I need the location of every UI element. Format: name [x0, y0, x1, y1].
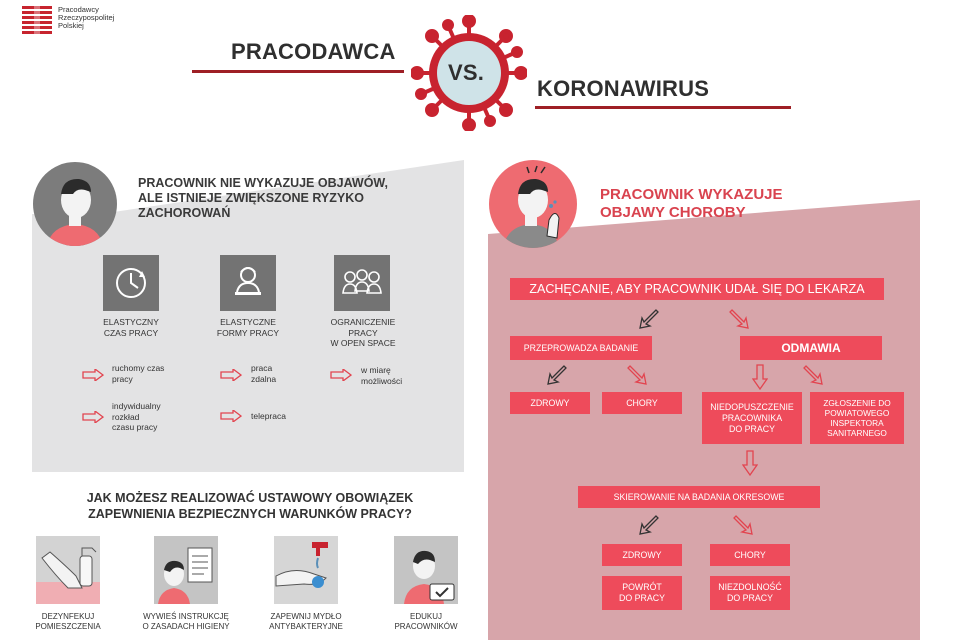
disinfect-icon [36, 536, 100, 604]
box-incapacity [710, 576, 790, 610]
box-report-inspector [810, 392, 904, 444]
arrow-down-icon [752, 364, 768, 390]
caption-hygiene-1: WYWIEŚ INSTRUKCJĘ [143, 612, 229, 621]
caption-educate-1: EDUKUJ [409, 612, 442, 621]
right-heading-line-1: PRACOWNIK WYKAZUJE [600, 186, 783, 203]
right-heading-line-2: OBJAWY CHOROBY [600, 204, 746, 221]
vs-label: VS. [448, 60, 485, 85]
caption-hygiene-2: O ZASADACH HIGIENY [142, 622, 230, 631]
box-return-line-1: POWRÓT [622, 582, 662, 592]
logo-line-1: Pracodawcy [58, 5, 99, 14]
logo-line-2: Rzeczypospolitej [58, 13, 115, 22]
caption-disinfect-1: DEZYNFEKUJ [41, 612, 95, 621]
box-sick-2: CHORY [710, 544, 790, 566]
bullet-telework: telepraca [251, 411, 286, 421]
tile-open-space-label-1: OGRANICZENIE [330, 317, 396, 327]
caption-disinfect-2: POMIESZCZENIA [35, 622, 101, 631]
box-incapacity-line-2: DO PRACY [727, 593, 773, 603]
tile-flexible-forms-label-1: ELASTYCZNE [220, 317, 276, 327]
bullet-possible-2: możliwości [361, 375, 403, 386]
arrow-down-right-icon [800, 364, 826, 386]
avatar-healthy-worker [33, 162, 117, 246]
logo-mark-icon [22, 6, 52, 34]
bullet-remote-2: zdalna [251, 373, 277, 384]
box-report-line-3: INSPEKTORA [830, 418, 884, 428]
left-heading-line-2: ALE ISTNIEJE ZWIĘKSZONE RYZYKO [138, 191, 364, 205]
caption-educate-2: PRACOWNIKÓW [394, 622, 458, 631]
left-heading-line-1: PRACOWNIK NIE WYKAZUJE OBJAWÓW, [138, 176, 389, 190]
tile-flexible-time [103, 255, 159, 311]
tile-flexible-forms-label-2: FORMY PRACY [216, 327, 280, 338]
educate-icon [394, 536, 458, 604]
clock-icon [111, 263, 151, 303]
arrow-down-right-icon [730, 514, 756, 536]
box-healthy-1: ZDROWY [510, 392, 590, 414]
box-not-admit-line-1: NIEDOPUSZCZENIE [710, 401, 794, 412]
arrow-down-left-icon [544, 364, 570, 386]
tile-open-space-label-3: W OPEN SPACE [330, 338, 396, 348]
tile-open-space-label-2: PRACY [348, 327, 378, 338]
arrow-down-right-icon [624, 364, 650, 386]
healthy-worker-icon [33, 162, 117, 246]
arrow-right-icon [82, 369, 104, 381]
box-exam: PRZEPROWADZA BADANIE [510, 336, 652, 360]
laptop-worker-icon [227, 262, 269, 304]
box-report-line-4: SANITARNEGO [827, 428, 887, 438]
box-report-line-2: POWIATOWEGO [824, 408, 890, 418]
bullet-individual-2: rozkład [112, 411, 140, 422]
box-return-line-2: DO PRACY [619, 593, 665, 603]
question-line-2: ZAPEWNIENIA BEZPIECZNYCH WARUNKÓW PRACY? [88, 507, 412, 521]
box-refuse: ODMAWIA [740, 336, 882, 360]
bullet-individual-1: indywidualny [112, 401, 161, 411]
hand-wash-icon [274, 536, 338, 604]
photo-educate [394, 536, 458, 604]
tile-flexible-time-label-1: ELASTYCZNY [103, 317, 159, 327]
title-employer: PRACODAWCA [231, 39, 396, 64]
box-healthy-2: ZDROWY [602, 544, 682, 566]
arrow-right-icon [220, 369, 242, 381]
box-periodic-exam: SKIEROWANIE NA BADANIA OKRESOWE [578, 486, 820, 508]
caption-soap-1: ZAPEWNIJ MYDŁO [270, 612, 342, 621]
bullet-remote-1: praca [251, 363, 273, 373]
photo-disinfect [36, 536, 100, 604]
box-not-admit-line-3: DO PRACY [729, 423, 775, 434]
bullet-flexitime-2: pracy [112, 373, 133, 384]
box-incapacity-line-1: NIEZDOLNOŚĆ [718, 582, 782, 592]
arrow-down-right-icon [726, 308, 752, 330]
bullet-individual-3: czasu pracy [112, 422, 158, 432]
arrow-down-left-icon [636, 308, 662, 330]
bullet-possible-1: w miarę [361, 365, 391, 375]
box-encourage-doctor: ZACHĘCANIE, ABY PRACOWNIK UDAŁ SIĘ DO LEKARZA [510, 278, 884, 300]
arrow-down-left-icon [636, 514, 662, 536]
question-line-1: JAK MOŻESZ REALIZOWAĆ USTAWOWY OBOWIĄZEK [86, 491, 414, 505]
group-icon [340, 263, 384, 303]
arrow-down-icon [742, 450, 758, 476]
arrow-right-icon [330, 369, 352, 381]
box-sick-1: CHORY [602, 392, 682, 414]
hygiene-instructions-icon [154, 536, 218, 604]
title-coronavirus-rule [535, 106, 791, 109]
tile-open-space [334, 255, 390, 311]
sick-worker-icon [489, 160, 577, 248]
left-heading-line-3: ZACHOROWAŃ [138, 206, 231, 220]
photo-hygiene-instructions [154, 536, 218, 604]
avatar-sick-worker [489, 160, 577, 248]
arrow-right-icon [220, 410, 242, 422]
title-employer-rule [192, 70, 404, 73]
bullet-flexitime-1: ruchomy czas [112, 363, 165, 373]
box-not-admit-line-2: PRACOWNIKA [721, 412, 783, 423]
logo-line-3: Polskiej [58, 21, 84, 30]
box-report-line-1: ZGŁOSZENIE DO [823, 398, 891, 408]
caption-soap-2: ANTYBAKTERYJNE [269, 622, 343, 631]
title-coronavirus: KORONAWIRUS [537, 76, 710, 101]
box-not-admit [702, 392, 802, 444]
tile-flexible-time-label-2: CZAS PRACY [103, 327, 159, 338]
box-return-to-work [602, 576, 682, 610]
arrow-right-icon [82, 411, 104, 423]
photo-soap [274, 536, 338, 604]
logo [22, 6, 128, 34]
tile-flexible-forms [220, 255, 276, 311]
